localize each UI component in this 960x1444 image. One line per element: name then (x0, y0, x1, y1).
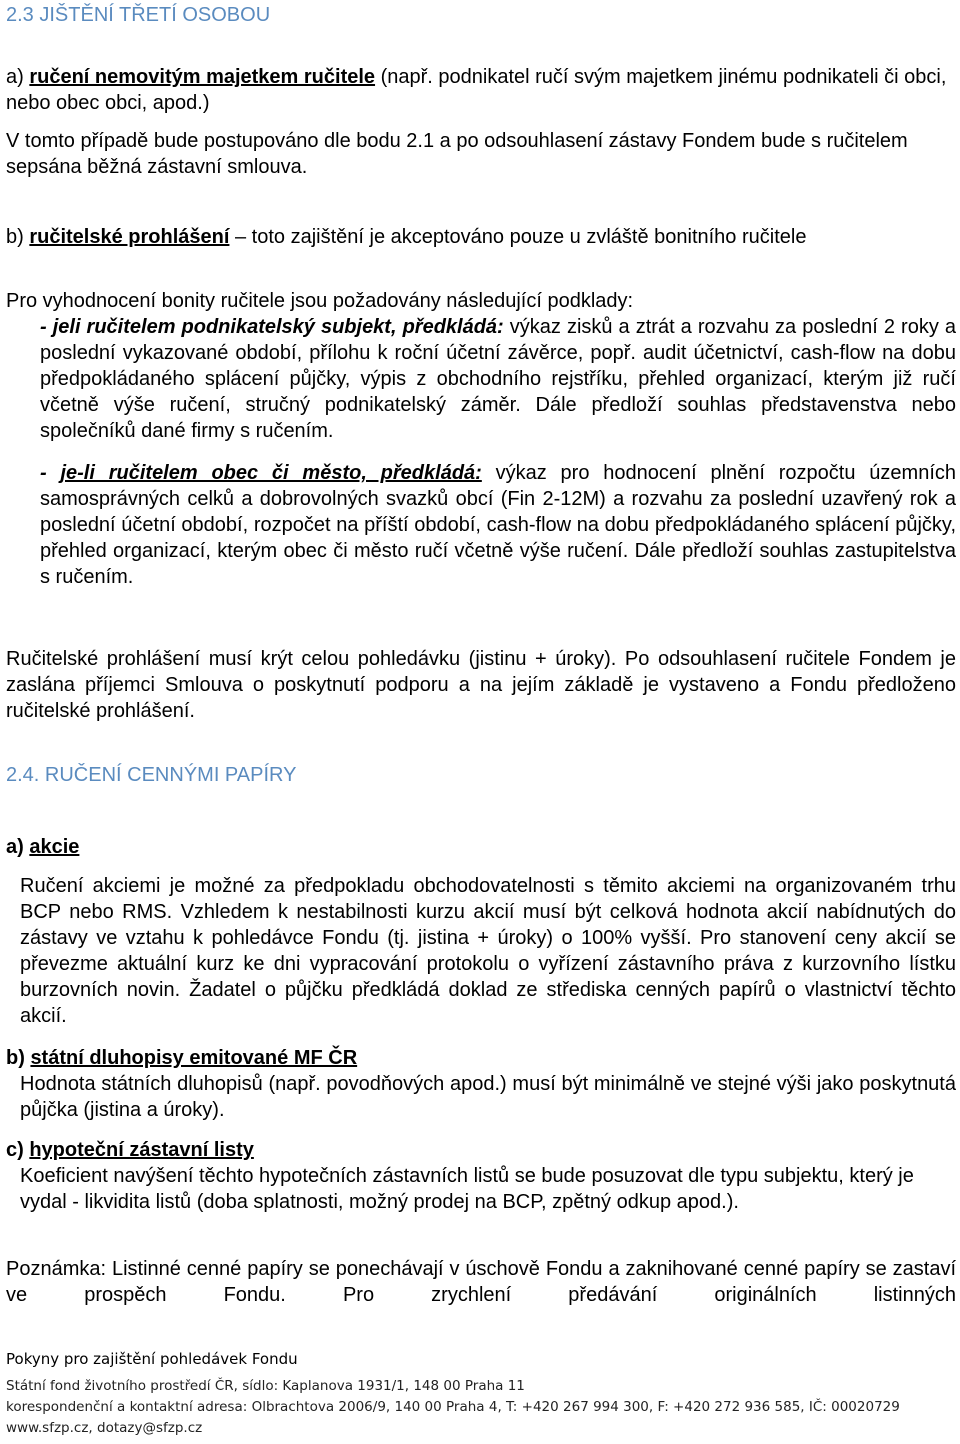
item-prefix: b) (6, 226, 30, 248)
heading-a-shares (6, 834, 956, 860)
paragraph-a-real-estate (6, 64, 956, 116)
city-text: výkaz pro hodnocení plnění rozpočtu územních samosprávných celků a dobrovolných svazků obcí (Fin 2-12M) a rozvahu za poslední uzavřený rok a poslední účetní období, rozpočet na příští období, cash-flow na dobu předpokládaného splácení půjčky, přehled organizací, kterým obec či město ručí včetně výše ručení. Dále předloží souhlas zastupitelstva s ručením. (40, 462, 956, 588)
paragraph-state-bonds: Hodnota státních dluhopisů (např. povodňových apod.) musí být minimálně ve stejné výši jako poskytnutá půjčka (jistina a úroky). (20, 1073, 956, 1121)
item-prefix: a) (6, 836, 30, 858)
footer-line-web: www.sfzp.cz, dotazy@sfzp.cz (6, 1420, 203, 1436)
heading-b-state-bonds (6, 1045, 956, 1071)
item-title-real-estate: ručení nemovitým majetkem ručitele (29, 66, 376, 88)
paragraph-eval-intro: Pro vyhodnocení bonity ručitele jsou požadovány následující podklady: (6, 290, 634, 312)
paragraph-mortgage-bonds: Koeficient navýšení těchto hypotečních zástavních listů se bude posuzovat dle typu subjektu, který je vydal - likvidita listů (doba splatnosti, možný prodej na BCP, zpětný odkup apod.). (20, 1165, 914, 1213)
item-prefix: c) (6, 1139, 30, 1161)
section-heading-2-3: 2.3 JIŠTĚNÍ TŘETÍ OSOBOU (6, 4, 271, 26)
entity-label: - jeli ručitelem podnikatelský subjekt, předkládá: (40, 316, 504, 338)
footer-document-title: Pokyny pro zajištění pohledávek Fondu (6, 1350, 298, 1368)
paragraph-note: Poznámka: Listinné cenné papíry se ponechávají v úschově Fondu a zaknihované cenné papíry se zastaví ve prospěch Fondu. Pro zrychlení předávání originálních listinných (6, 1258, 956, 1306)
paragraph-b-guarantor-declaration (6, 224, 956, 250)
item-text: (např. podnikatel ručí svým majetkem jinému podnikateli či obci, nebo obec obci, apod.) (6, 66, 947, 114)
item-title-state-bonds: státní dluhopisy emitované MF ČR (30, 1047, 358, 1069)
item-title-shares: akcie (29, 836, 80, 858)
section-heading-2-4: 2.4. RUČENÍ CENNÝMI PAPÍRY (6, 764, 297, 786)
city-dash: - (40, 462, 61, 484)
paragraph-a-procedure: V tomto případě bude postupováno dle bodu 2.1 a po odsouhlasení zástavy Fondem bude s ručitelem sepsána běžná zástavní smlouva. (6, 130, 908, 178)
city-label: je-li ručitelem obec či město, předkládá: (60, 462, 482, 484)
footer-line-address: Státní fond životního prostředí ČR, sídlo: Kaplanova 1931/1, 148 00 Praha 11 (6, 1378, 525, 1394)
item-prefix: b) (6, 1047, 31, 1069)
item-prefix: a) (6, 66, 30, 88)
paragraph-shares: Ručení akciemi je možné za předpokladu obchodovatelnosti s těmito akciemi na organizovaném trhu BCP nebo RMS. Vzhledem k nestabilnosti kurzu akcií musí být celková hodnota akcií nabídnutých do zástavy ve vztahu k pohledávce Fondu (tj. jistina + úroky) o 100% vyšší. Pro stanovení ceny akcií se převezme aktuální kurz ke dni vypracování protokolu o vyřízení zástavního práva z kurzovního lístku burzovních novin. Žadatel o půjčku předkládá doklad ze střediska cenných papírů o vlastnictví těchto akcií. (20, 875, 956, 1027)
item-title-mortgage-bonds: hypoteční zástavní listy (29, 1139, 254, 1161)
item-title-guarantor-declaration: ručitelské prohlášení (29, 226, 230, 248)
paragraph-business-entity (40, 314, 956, 444)
heading-c-mortgage-bonds (6, 1137, 956, 1163)
item-text: – toto zajištění je akceptováno pouze u zvláště bonitního ručitele (229, 226, 807, 248)
entity-text: výkaz zisků a ztrát a rozvahu za poslední 2 roky a poslední vykazované období, přílohu k roční účetní závěrce, popř. audit účetnictví, cash-flow na dobu předpokládaného splácení půjčky, výpis z obchodního rejstříku, přehled organizací, kterým již ručí včetně výše ručení, stručný podnikatelský záměr. Dále předloží souhlas představenstva nebo společníků dané firmy s ručením. (40, 316, 956, 442)
paragraph-municipality (40, 460, 956, 590)
footer-line-contact: korespondenční a kontaktní adresa: Olbrachtova 2006/9, 140 00 Praha 4, T: +420 267 994 300, F: +420 272 936 585, IČ: 00020729 (6, 1399, 900, 1415)
paragraph-guarantee-coverage: Ručitelské prohlášení musí krýt celou pohledávku (jistinu + úroky). Po odsouhlasení ručitele Fondem je zaslána příjemci Smlouva o poskytnutí podporu a na jejím základě je vystaveno a Fondu předloženo ručitelské prohlášení. (6, 648, 956, 722)
